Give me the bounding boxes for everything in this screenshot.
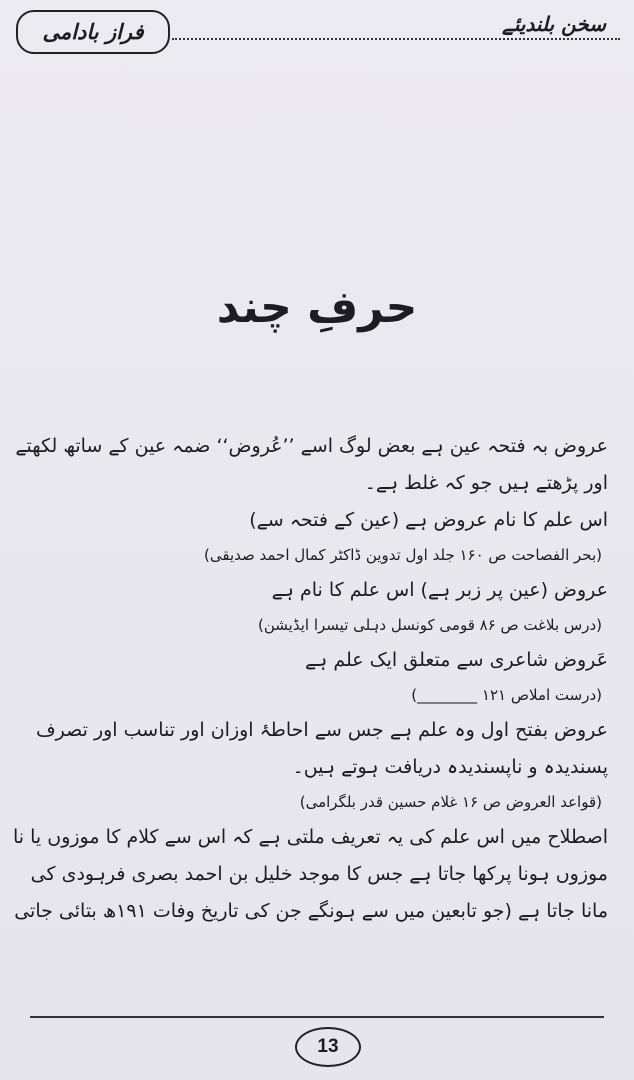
text-line: عَروض شاعری سے متعلق ایک علم ہے	[305, 649, 608, 671]
text-line: مانا جاتا ہے (جو تابعین میں سے ہونگے جن کی تاریخ وفات ۱۹۱ھ بتائی جاتی	[14, 900, 608, 922]
text-line: موزوں ہونا پرکھا جاتا ہے جس کا موجد خلیل بن احمد بصری فرہودی کی	[30, 863, 608, 885]
header-book-title-box: فراز بادامی	[16, 10, 170, 54]
text-line: اس علم کا نام عروض ہے (عین کے فتحہ سے)	[249, 509, 608, 531]
footer-rule	[30, 1016, 604, 1018]
text-line: عروض بفتح اول وہ علم ہے جس سے احاطۂ اوزان اور تناسب اور تصرف	[35, 719, 608, 741]
text-line: عروض بہ فتحہ عین ہے بعض لوگ اسے ’’عُروض‘‘ ضمہ عین کے ساتھ لکھتے	[15, 435, 608, 457]
text-line: اصطلاح میں اس علم کی یہ تعریف ملتی ہے کہ اس سے کلام کا موزوں یا نا	[13, 826, 608, 848]
chapter-heading: حرفِ چند	[216, 282, 418, 333]
reference-line: (قواعد العروض ص ۱۶ غلام حسین قدر بلگرامی)	[299, 793, 602, 811]
text-line: عروض (عین پر زبر ہے) اس علم کا نام ہے	[271, 579, 608, 601]
reference-line: (بحر الفصاحت ص ۱۶۰ جلد اول تدوین ڈاکٹر کمال احمد صدیقی)	[204, 546, 602, 564]
reference-line: (درست املاص ۱۲۱ ________)	[411, 686, 602, 704]
text-line: اور پڑھتے ہیں جو کہ غلط ہے۔	[364, 472, 608, 494]
page-number-oval	[295, 1027, 361, 1067]
header-section-title: سخن بلندیئے	[502, 12, 606, 36]
reference-line: (درس بلاغت ص ۸۶ قومی کونسل دہلی تیسرا ایڈیشن)	[258, 616, 602, 634]
body-text	[13, 428, 608, 930]
page-header	[16, 8, 620, 52]
text-line: پسندیدہ و ناپسندیدہ دریافت ہوتے ہیں۔	[292, 756, 608, 778]
page-number: 13	[317, 1036, 339, 1057]
header-dotted-rule	[172, 38, 620, 40]
